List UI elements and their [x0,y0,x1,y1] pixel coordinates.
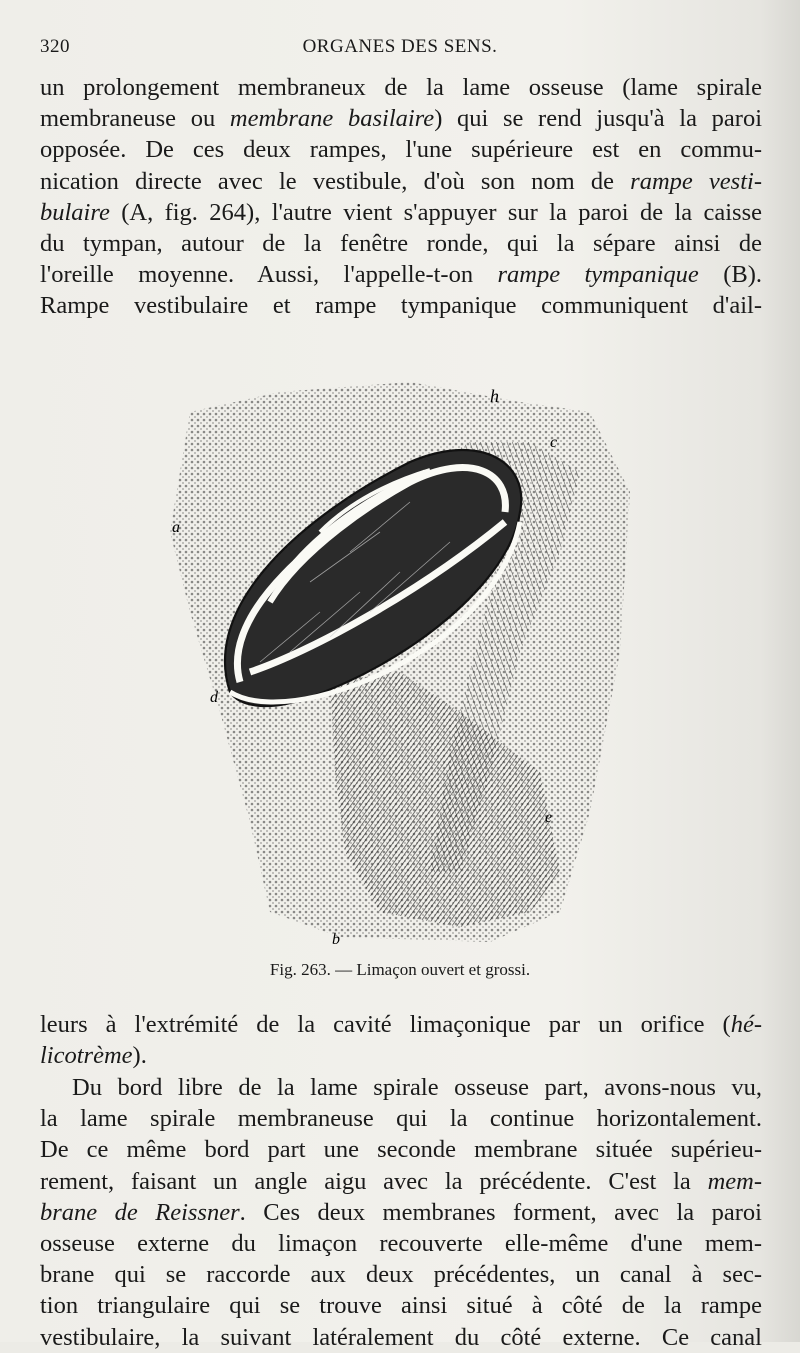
italic-term: rampe vesti- [630,167,762,195]
italic-term: rampe tympanique [497,261,699,289]
figure-label-a: a [172,519,180,536]
text-line [40,103,762,134]
text-run: membraneuse ou [40,105,230,133]
text-line: osseuse externe du limaçon recouverte elle-même d'une mem- [40,1230,762,1258]
paragraph-continuation [40,1009,762,1071]
text-line: brane qui se raccorde aux deux précédentes, un canal à sec- [40,1261,762,1289]
text-line: un prolongement membraneux de la lame osseuse (lame spirale [40,74,762,101]
page-header [40,36,760,64]
text-line: opposée. De ces deux rampes, l'une supérieure est en commu- [40,136,762,164]
italic-term: membrane basilaire [229,105,435,133]
text-line: Du bord libre de la lame spirale osseuse part, avons-nous vu, [72,1074,762,1101]
figure-caption: Fig. 263. — Limaçon ouvert et grossi. [269,960,531,979]
figure-label-h: h [490,386,499,406]
text-line [40,259,762,290]
figure-label-e: e [545,809,553,826]
text-run: (A, fig. 264), l'autre vient s'appuyer sur la paroi de la caisse [109,198,762,226]
page-number: 320 [40,36,70,57]
text-line: du tympan, autour de la fenêtre ronde, qui la sépare ainsi de [40,230,762,258]
text-run: ) qui se rend jusqu'à la paroi [434,105,762,133]
text-run: ). [132,1042,147,1070]
text-run: leurs à l'extrémité de la cavité limaçonique par un orifice ( [40,1011,731,1038]
paragraph-top [40,72,762,322]
text-line: la lame spirale membraneuse qui la continue horizontalement. [40,1105,762,1133]
italic-term: licotrème [40,1042,133,1070]
text-run: . Ces deux membranes forment, avec la paroi [239,1198,762,1226]
text-line [40,166,762,197]
italic-term: brane de Reissner [40,1198,240,1226]
text-run: (B). [698,261,762,289]
text-line [40,1009,762,1040]
text-line [40,1166,762,1197]
figure-label-b: b [332,931,340,948]
figure-label-d: d [210,689,218,706]
cochlea-figure [160,352,640,952]
text-line: tion triangulaire qui se trouve ainsi situé à côté de la rampe [40,1292,762,1320]
italic-term: mem- [707,1167,762,1195]
text-run: l'oreille moyenne. Aussi, l'appelle-t-on [40,261,498,289]
text-line [40,1040,762,1071]
text-line [40,197,762,228]
italic-term: bulaire [40,198,110,226]
figure-label-c: c [550,434,558,451]
running-head: ORGANES DES SENS. [302,36,498,57]
text-line: Rampe vestibulaire et rampe tympanique communiquent d'ail- [40,292,762,320]
text-run: rement, faisant un angle aigu avec la précédente. C'est la [40,1167,708,1195]
text-line: De ce même bord part une seconde membrane située supérieu- [40,1136,762,1164]
paragraph-main [40,1072,762,1353]
text-line [40,1197,762,1228]
text-line: vestibulaire, la suivant latéralement du côté externe. Ce canal [40,1323,762,1351]
italic-term: hé- [730,1011,762,1038]
text-run: nication directe avec le vestibule, d'où son nom de [40,167,631,195]
